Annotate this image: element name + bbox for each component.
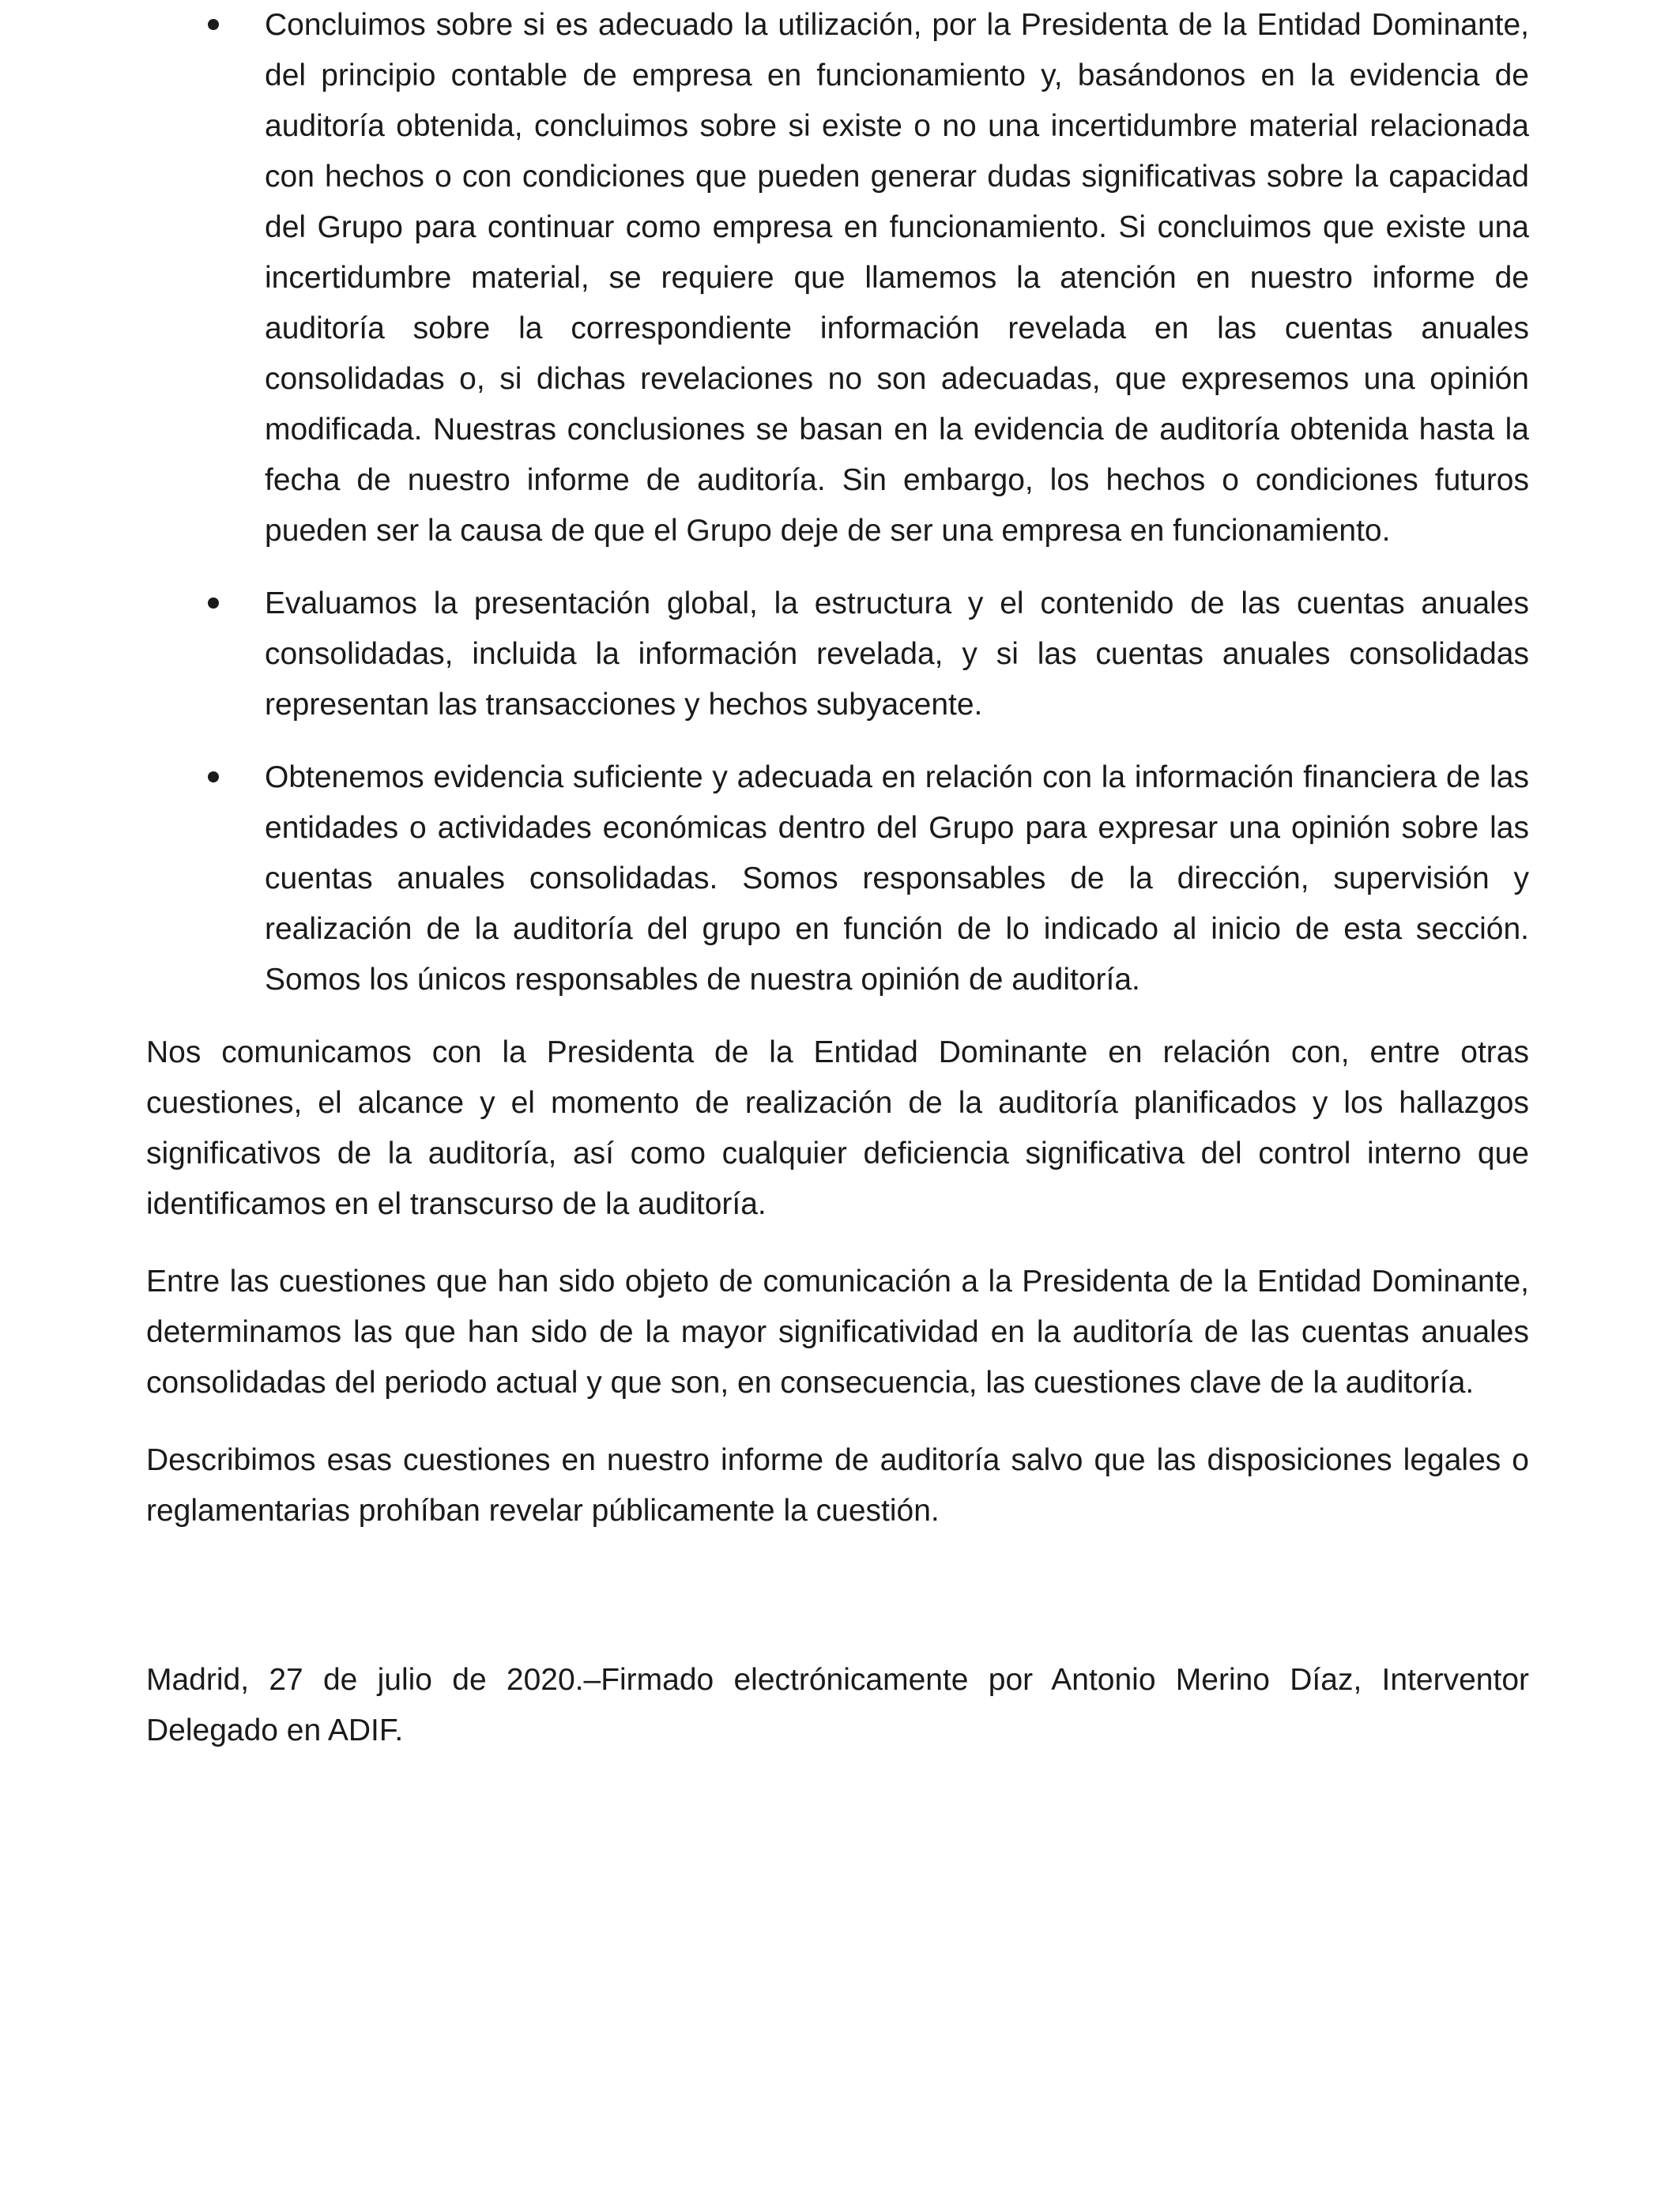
- bullet-text: Concluimos sobre si es adecuado la utilización, por la Presidenta de la Entidad Dominante, del principio contable de empresa en funcionamiento y, basándonos en la evidencia de auditoría obtenida, concluimos sobre si existe o no una incertidumbre material relacionada con hechos o con condiciones que pueden generar dudas significativas sobre la capacidad del Grupo para continuar como empresa en funcionamiento. Si concluimos que existe una incertidumbre material, se requiere que llamemos la atención en nuestro informe de auditoría sobre la correspondiente información revelada en las cuentas anuales consolidadas o, si dichas revelaciones no son adecuadas, que expresemos una opinión modificada. Nuestras conclusiones se basan en la evidencia de auditoría obtenida hasta la fecha de nuestro informe de auditoría. Sin embargo, los hechos o condiciones futuros pueden ser la causa de que el Grupo deje de ser una empresa en funcionamiento.: [265, 8, 1529, 548]
- bullet-dot-icon: [208, 19, 219, 30]
- bullet-item-presentation: [146, 579, 1529, 730]
- paragraph-description: Describimos esas cuestiones en nuestro informe de auditoría salvo que las disposiciones legales o reglamentarias prohíban revelar públicamente la cuestión.: [146, 1443, 1529, 1528]
- bullet-text: Evaluamos la presentación global, la estructura y el contenido de las cuentas anuales consolidadas, incluida la información revelada, y si las cuentas anuales consolidadas representan las transacciones y hechos subyacente.: [265, 586, 1529, 722]
- bullet-text: Obtenemos evidencia suficiente y adecuada en relación con la información financiera de las entidades o actividades económicas dentro del Grupo para expresar una opinión sobre las cuentas anuales consolidadas. Somos responsables de la dirección, supervisión y realización de la auditoría del grupo en función de lo indicado al inicio de esta sección. Somos los únicos responsables de nuestra opinión de auditoría.: [265, 760, 1529, 997]
- paragraph-communication: Nos comunicamos con la Presidenta de la Entidad Dominante en relación con, entre otras cuestiones, el alcance y el momento de realización de la auditoría planificados y los hallazgos significativos de la auditoría, así como cualquier deficiencia significativa del control interno que identificamos en el transcurso de la auditoría.: [146, 1035, 1529, 1221]
- bullet-dot-icon: [208, 771, 219, 782]
- bullet-item-going-concern: [146, 0, 1529, 556]
- signature-line: Madrid, 27 de julio de 2020.–Firmado electrónicamente por Antonio Merino Díaz, Interventor Delegado en ADIF.: [146, 1663, 1529, 1747]
- document-page: [146, 0, 1529, 2194]
- bullet-dot-icon: [208, 598, 219, 609]
- bullet-item-evidence: [146, 752, 1529, 1005]
- bullet-list: [146, 0, 1529, 1005]
- paragraph-key-matters: Entre las cuestiones que han sido objeto de comunicación a la Presidenta de la Entidad Dominante, determinamos las que han sido de la mayor significatividad en la auditoría de las cuentas anuales consolidadas del periodo actual y que son, en consecuencia, las cuestiones clave de la auditoría.: [146, 1265, 1529, 1400]
